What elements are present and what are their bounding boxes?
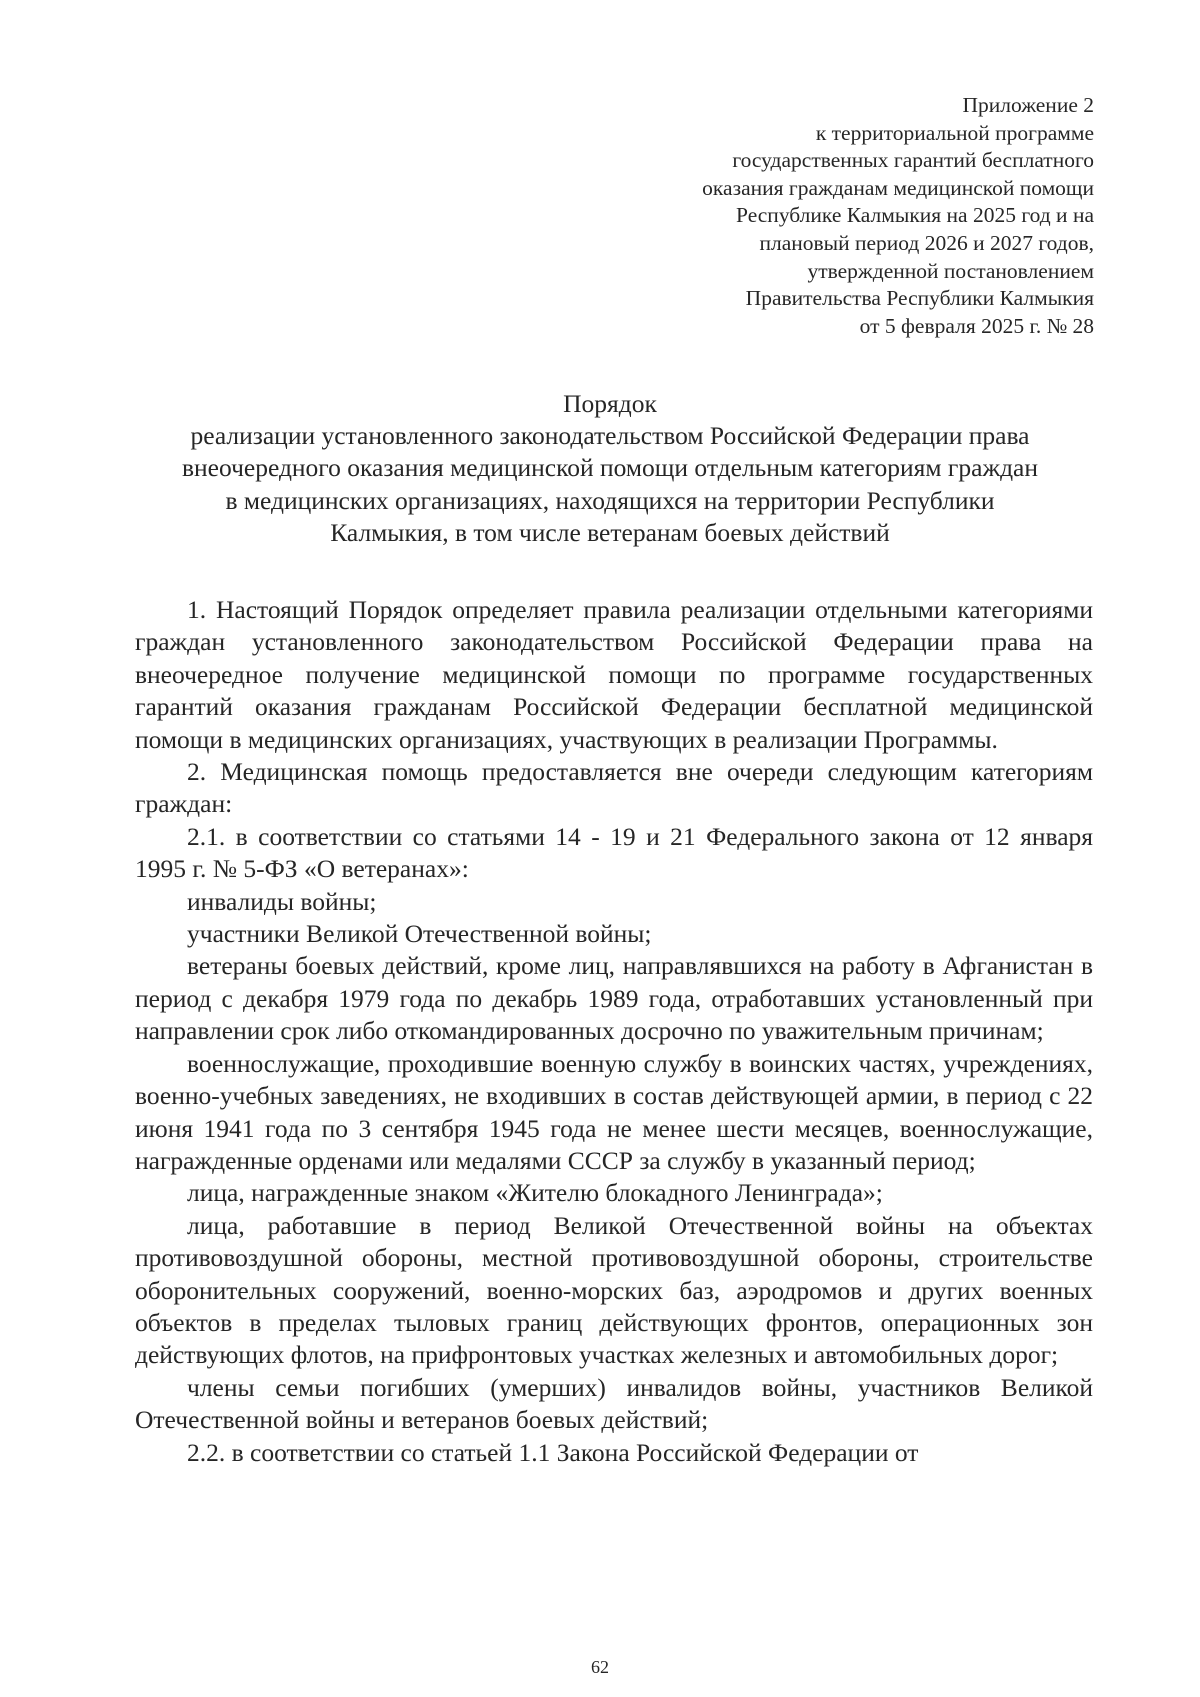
paragraph: участники Великой Отечественной войны; xyxy=(187,919,652,949)
appendix-line: утвержденной постановлением xyxy=(807,258,1094,283)
appendix-line: плановый период 2026 и 2027 годов, xyxy=(759,230,1094,255)
document-body xyxy=(135,594,1093,1469)
paragraph: члены семьи погибших (умерших) инвалидов войны, участников Великой Отечественной войны и ветеранов боевых действий; xyxy=(135,1372,1093,1435)
paragraph: лица, работавшие в период Великой Отечественной войны на объектах противовоздушной обороны, местной противовоздушной обороны, строительстве оборонительных сооружений, военно-морских баз, аэродромов и других военных объектов в пределах тыловых границ действующих фронтов, операционных зон действующих флотов, на прифронтовых участках железных и автомобильных дорог; xyxy=(135,1210,1093,1370)
title-line: Порядок xyxy=(563,389,657,418)
paragraph: 2.2. в соответствии со статьей 1.1 Закона Российской Федерации от xyxy=(187,1437,919,1467)
paragraph: 1. Настоящий Порядок определяет правила реализации отдельными категориями граждан установленного законодательством Российской Федерации права на внеочередное получение медицинской помощи по программе государственных гарантий оказания гражданам Российской Федерации бесплатной медицинской помощи в медицинских организациях, участвующих в реализации Программы. xyxy=(135,595,1093,754)
title-line: внеочередного оказания медицинской помощи отдельным категориям граждан xyxy=(181,453,1039,483)
appendix-line: Республике Калмыкия на 2025 год и на xyxy=(736,203,1094,228)
appendix-line: Приложение 2 xyxy=(962,93,1094,117)
document-title xyxy=(128,388,1092,549)
page-number: 62 xyxy=(591,1657,609,1677)
paragraph: ветераны боевых действий, кроме лиц, направлявшихся на работу в Афганистан в период с декабря 1979 года по декабрь 1989 года, отработавших установленный при направлении срок либо откомандированных досрочно по уважительным причинам; xyxy=(135,951,1093,1046)
appendix-line: Правительства Республики Калмыкия xyxy=(745,286,1094,311)
appendix-line: оказания гражданам медицинской помощи xyxy=(702,175,1094,200)
paragraph: лица, награжденные знаком «Жителю блокадного Ленинграда»; xyxy=(187,1178,883,1208)
title-line: реализации установленного законодательством Российской Федерации права xyxy=(190,421,1030,451)
title-line: в медицинских организациях, находящихся на территории Республики xyxy=(225,485,995,515)
appendix-line: к территориальной программе xyxy=(815,120,1094,145)
appendix-line: от 5 февраля 2025 г. № 28 xyxy=(859,313,1094,338)
appendix-line: государственных гарантий бесплатного xyxy=(732,148,1094,173)
appendix-header xyxy=(574,92,1094,340)
title-line: Калмыкия, в том числе ветеранам боевых действий xyxy=(330,517,890,547)
paragraph: военнослужащие, проходившие военную службу в воинских частях, учреждениях, военно-учебных заведениях, не входивших в состав действующей армии, в период с 22 июня 1941 года по 3 сентября 1945 года не менее шести месяцев, военнослужащие, награжденные орденами или медалями СССР за службу в указанный период; xyxy=(135,1048,1093,1175)
paragraph: 2.1. в соответствии со статьями 14 - 19 и 21 Федерального закона от 12 января 1995 г. № 5-ФЗ «О ветеранах»: xyxy=(135,821,1093,884)
paragraph: 2. Медицинская помощь предоставляется вне очереди следующим категориям граждан: xyxy=(135,757,1093,819)
paragraph: инвалиды войны; xyxy=(187,886,377,916)
